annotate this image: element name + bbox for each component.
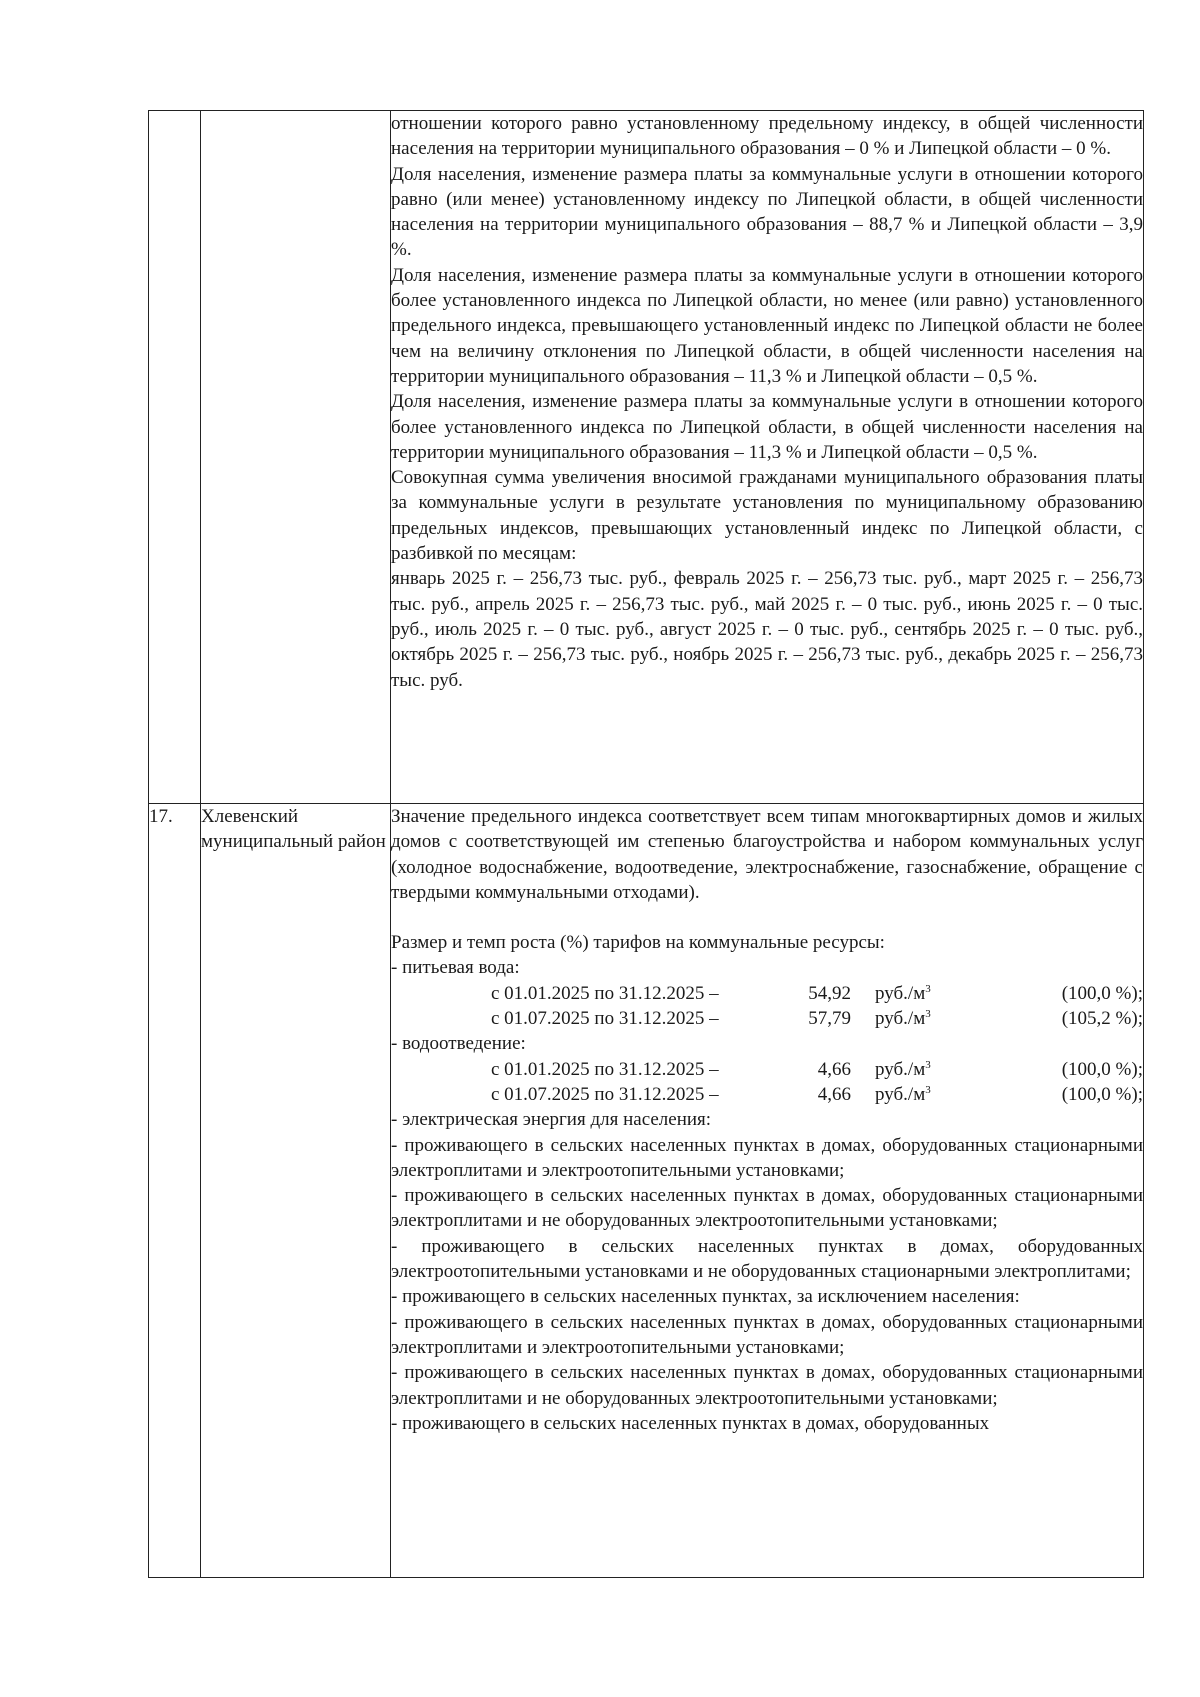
tariff-value: 54,92 [808,982,851,1004]
tariff-unit: $руб./м^3$ [875,1058,931,1080]
tariffs-heading: Размер и темп роста (%) тарифов на коммунальные ресурсы: [391,932,885,954]
electric-item: - проживающего в сельских населенных пунктах в домах, оборудованных стационарными электроплитами и электроотопительными установками; [391,1311,1143,1358]
paragraph: отношении которого равно установленному предельному индексу, в общей численности населения на территории муниципального образования – 0 % и Липецкой области – 0 %. [391,113,1143,160]
row-number-cell [149,111,201,804]
water-label: - питьевая вода: [391,957,520,979]
intro-paragraph: Значение предельного индекса соответствует всем типам многоквартирных домов и жилых домов с соответствующей им степенью благоустройства и набором коммунальных услуг (холодное водоснабжение, водоотведение, электроснабжение, газоснабжение, обращение с твердыми коммунальными отходами). [391,806,1143,903]
row-number-cell: 17. [149,804,201,1578]
tariff-row [391,1006,1143,1031]
electric-item: - проживающего в сельских населенных пунктах в домах, оборудованных стационарными электроплитами и не оборудованных электроотопительными установками; [391,1362,1143,1409]
tariff-unit: $руб./м^3$ [875,1083,931,1105]
tariff-row [391,1082,1143,1107]
tariff-period: с 01.07.2025 по 31.12.2025 – [491,1008,719,1030]
paragraph: Доля населения, изменение размера платы за коммунальные услуги в отношении которого равно (или менее) установленному индексу по Липецкой области, в общей численности населения на территории муниципального образования – 88,7 % и Липецкой области – 3,9 %. [391,163,1143,261]
table-row [149,111,1144,804]
electric-item: - проживающего в сельских населенных пунктах в домах, оборудованных [391,1412,990,1434]
tariff-growth: (100,0 %); [1061,1058,1143,1080]
indicator-content-cell [391,111,1144,804]
sewer-label: - водоотведение: [391,1033,526,1055]
tariff-growth: (105,2 %); [1061,1008,1143,1030]
indicator-content-cell [391,804,1144,1578]
electric-label: - электрическая энергия для населения: [391,1109,712,1131]
municipality-name-cell: Хлевенский муниципальный район [201,804,391,1578]
electric-item: - проживающего в сельских населенных пунктах в домах, оборудованных электроотопительными установками и не оборудованных стационарными электроплитами; [391,1235,1143,1283]
tariff-row [391,1057,1143,1082]
electric-item: - проживающего в сельских населенных пунктах в домах, оборудованных стационарными электроплитами и электроотопительными установками; [391,1134,1143,1181]
tariff-unit: $руб./м^3$ [875,1008,931,1030]
tariff-period: с 01.07.2025 по 31.12.2025 – [491,1083,719,1105]
paragraph: Совокупная сумма увеличения вносимой гражданами муниципального образования платы за коммунальные услуги в результате установления по муниципальному образованию предельных индексов, превышающих установленный индекс по Липецкой области, с разбивкой по месяцам: [391,467,1143,565]
tariff-growth: (100,0 %); [1061,982,1143,1004]
tariff-table [148,110,1144,1578]
table-row [149,804,1144,1578]
tariff-value: 57,79 [808,1008,851,1030]
paragraph: Доля населения, изменение размера платы за коммунальные услуги в отношении которого более установленного индекса по Липецкой области, но менее (или равно) установленного предельного индекса, превышающего установленный индекс по Липецкой области не более чем на величину отклонения по Липецкой области, в общей численности населения на территории муниципального образования – 11,3 % и Липецкой области – 0,5 %. [391,264,1143,387]
electric-item: - проживающего в сельских населенных пунктах в домах, оборудованных стационарными электроплитами и не оборудованных электроотопительными установками; [391,1185,1143,1232]
paragraph: Доля населения, изменение размера платы за коммунальные услуги в отношении которого более установленного индекса по Липецкой области, в общей численности населения на территории муниципального образования – 11,3 % и Липецкой области – 0,5 %. [391,391,1143,463]
tariff-value: 4,66 [817,1058,851,1080]
tariff-unit: $руб./м^3$ [875,982,931,1004]
monthly-breakdown: январь 2025 г. – 256,73 тыс. руб., февраль 2025 г. – 256,73 тыс. руб., март 2025 г. – 256,73 тыс. руб., апрель 2025 г. – 256,73 тыс. руб., май 2025 г. – 0 тыс. руб., июнь 2025 г. – 0 тыс. руб., июль 2025 г. – 0 тыс. руб., август 2025 г. – 0 тыс. руб., сентябрь 2025 г. – 0 тыс. руб., октябрь 2025 г. – 256,73 тыс. руб., ноябрь 2025 г. – 256,73 тыс. руб., декабрь 2025 г. – 256,73 тыс. руб. [391,568,1143,691]
tariff-period: с 01.01.2025 по 31.12.2025 – [491,1058,719,1080]
electric-item: - проживающего в сельских населенных пунктах, за исключением населения: [391,1286,1020,1308]
tariff-growth: (100,0 %); [1061,1083,1143,1105]
municipality-name-cell [201,111,391,804]
tariff-row [391,981,1143,1006]
tariff-value: 4,66 [817,1083,851,1105]
tariff-period: с 01.01.2025 по 31.12.2025 – [491,982,719,1004]
